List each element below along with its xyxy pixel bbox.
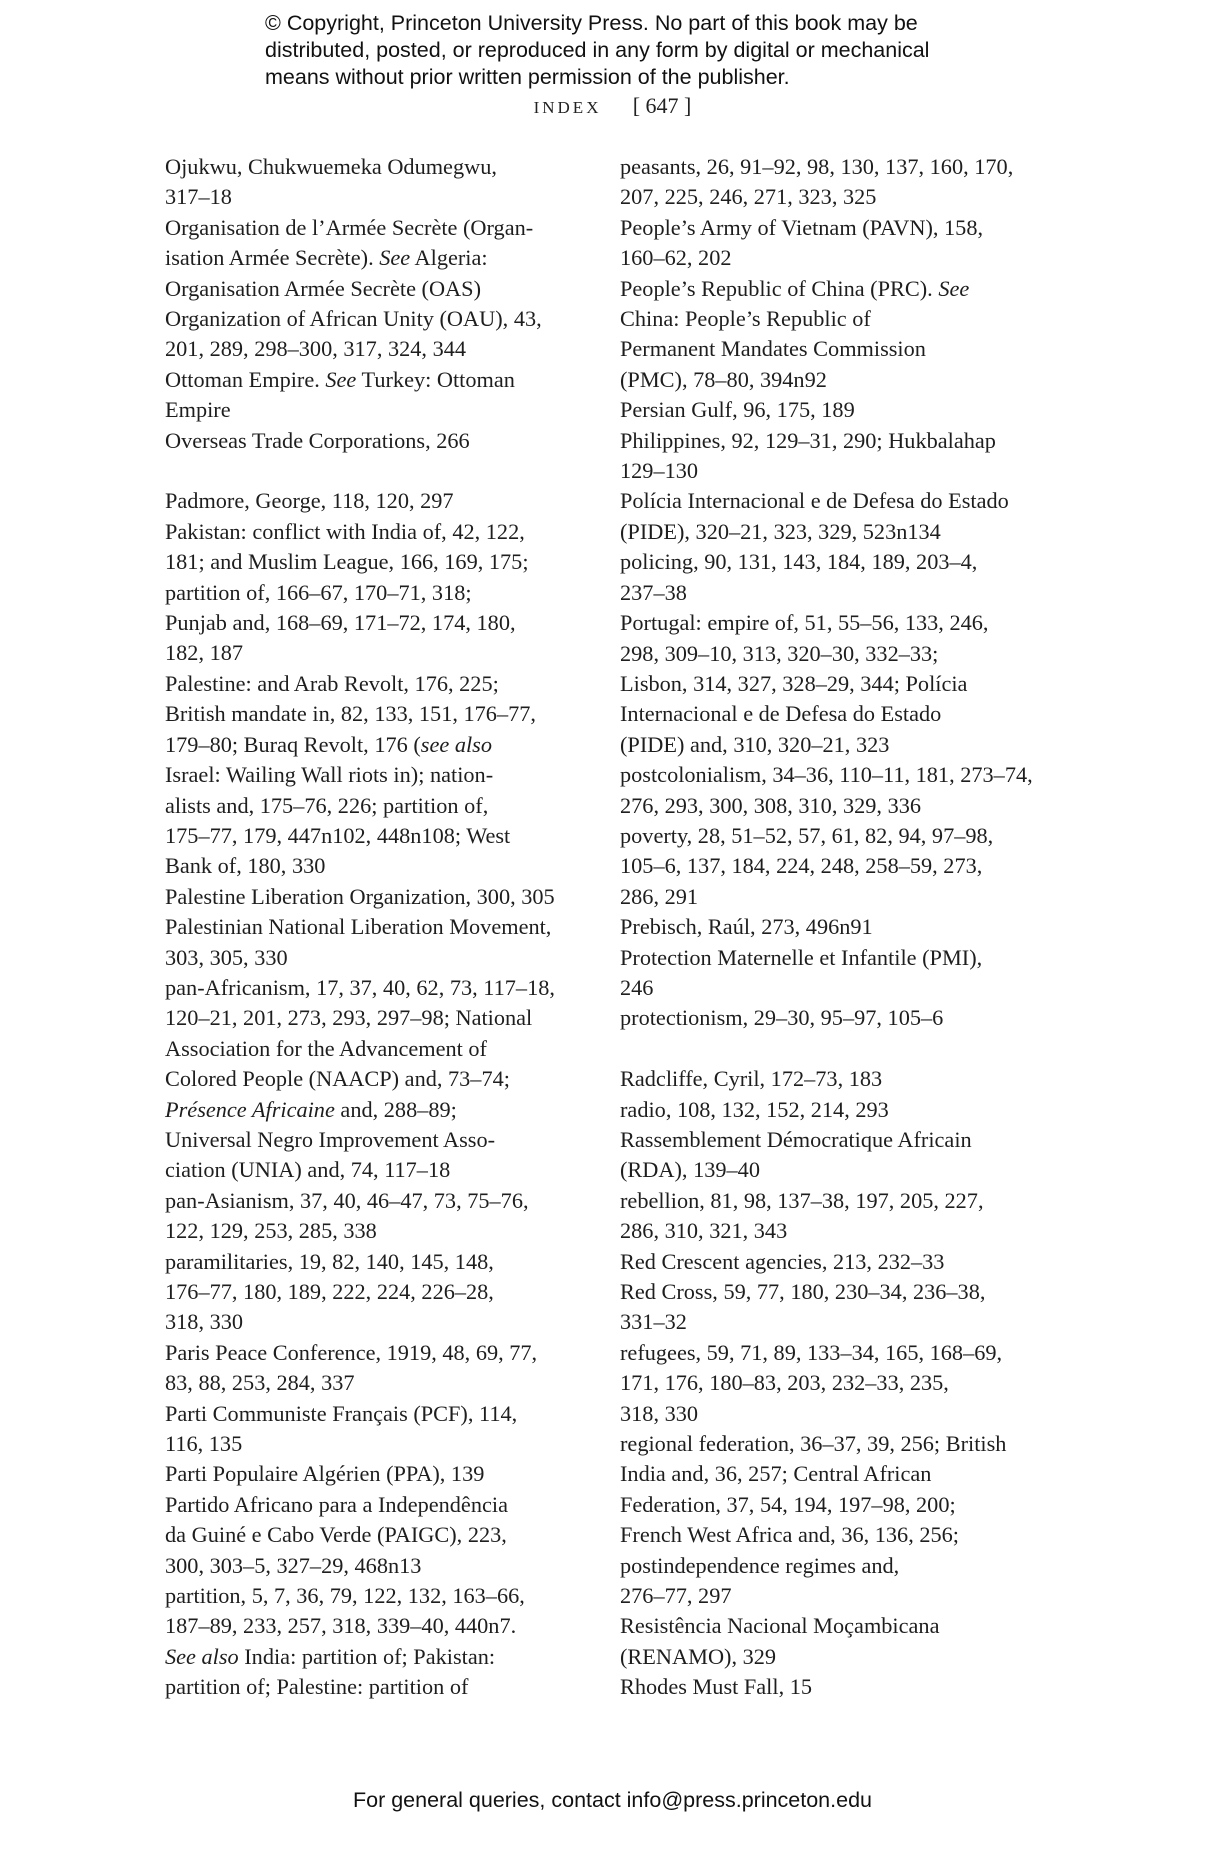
index-entry-line: 122, 129, 253, 285, 338 <box>165 1218 377 1244</box>
index-entry-line: refugees, 59, 71, 89, 133–34, 165, 168–69, <box>620 1339 1003 1365</box>
index-entry-line: 317–18 <box>165 184 232 210</box>
index-entry-line: People’s Army of Vietnam (PAVN), 158, <box>620 214 984 240</box>
index-entry-line: Palestine Liberation Organization, 300, 305 <box>165 883 555 909</box>
index-entry <box>620 1611 1040 1672</box>
index-entry-line: 331–32 <box>620 1309 687 1335</box>
index-entry <box>620 152 1040 213</box>
index-entry <box>165 1490 585 1581</box>
running-head-label: INDEX <box>533 98 602 117</box>
index-entry <box>620 1064 1040 1094</box>
index-entry-line: Palestinian National Liberation Movement, <box>165 914 552 940</box>
index-entry-line: Red Cross, 59, 77, 180, 230–34, 236–38, <box>620 1279 986 1305</box>
copyright-line: means without prior written permission of the publisher. <box>265 65 790 89</box>
index-entry-line: pan-Africanism, 17, 37, 40, 62, 73, 117–18, <box>165 974 555 1000</box>
index-entry-line: Persian Gulf, 96, 175, 189 <box>620 397 855 423</box>
copyright-notice <box>265 10 1025 91</box>
index-entry-line: Protection Maternelle et Infantile (PMI), <box>620 944 983 970</box>
index-entry-line: paramilitaries, 19, 82, 140, 145, 148, <box>165 1248 494 1274</box>
index-entry <box>620 547 1040 608</box>
copyright-line: © Copyright, Princeton University Press. No part of this book may be <box>265 11 918 35</box>
index-entry <box>165 1459 585 1489</box>
index-entry <box>620 1247 1040 1277</box>
index-entry-line: 286, 310, 321, 343 <box>620 1218 788 1244</box>
index-entry <box>165 486 585 516</box>
index-entry-line: partition of; Palestine: partition of <box>165 1674 469 1700</box>
index-entry <box>620 1429 1040 1611</box>
index-entry-line: rebellion, 81, 98, 137–38, 197, 205, 227, <box>620 1187 984 1213</box>
index-entry <box>620 274 1040 335</box>
index-entry <box>620 760 1040 821</box>
index-entry <box>165 669 585 882</box>
index-entry-line: 171, 176, 180–83, 203, 232–33, 235, <box>620 1370 949 1396</box>
index-entry <box>620 1672 1040 1702</box>
index-entry <box>165 1247 585 1338</box>
index-entry-line: Internacional e de Defesa do Estado <box>620 701 942 727</box>
index-entry-line: 175–77, 179, 447n102, 448n108; West <box>165 822 511 848</box>
index-entry <box>165 365 585 426</box>
index-entry-line: policing, 90, 131, 143, 184, 189, 203–4, <box>620 549 978 575</box>
index-entry-line: Lisbon, 314, 327, 328–29, 344; Polícia <box>620 670 968 696</box>
index-entry-line: 237–38 <box>620 579 687 605</box>
index-entry-line: Partido Africano para a Independência <box>165 1491 508 1517</box>
index-entry <box>620 486 1040 547</box>
index-entry <box>165 213 585 304</box>
index-entry-line: 83, 88, 253, 284, 337 <box>165 1370 355 1396</box>
index-entry-line: postcolonialism, 34–36, 110–11, 181, 273–74, <box>620 762 1033 788</box>
index-entry <box>620 1003 1040 1033</box>
index-entry-line: Paris Peace Conference, 1919, 48, 69, 77, <box>165 1339 538 1365</box>
index-entry-line: protectionism, 29–30, 95–97, 105–6 <box>620 1005 944 1031</box>
index-entry-line: Organization of African Unity (OAU), 43, <box>165 306 542 332</box>
index-entry-line: (PIDE), 320–21, 323, 329, 523n134 <box>620 518 941 544</box>
index-entry-line: People’s Republic of China (PRC). See <box>620 275 970 301</box>
index-entry <box>620 608 1040 760</box>
index-entry-line: radio, 108, 132, 152, 214, 293 <box>620 1096 889 1122</box>
copyright-line: distributed, posted, or reproduced in any form by digital or mechanical <box>265 38 930 62</box>
index-entry-line: Rhodes Must Fall, 15 <box>620 1674 813 1700</box>
index-entry-line: postindependence regimes and, <box>620 1552 900 1578</box>
index-entry-line: alists and, 175–76, 226; partition of, <box>165 792 489 818</box>
index-entry <box>620 1186 1040 1247</box>
index-entry <box>620 1125 1040 1186</box>
index-entry-line: Empire <box>165 397 231 423</box>
index-entry-line: 120–21, 201, 273, 293, 297–98; National <box>165 1005 533 1031</box>
index-entry-line: 181; and Muslim League, 166, 169, 175; <box>165 549 529 575</box>
index-entry-line: Padmore, George, 118, 120, 297 <box>165 488 454 514</box>
index-entry-line: pan-Asianism, 37, 40, 46–47, 73, 75–76, <box>165 1187 529 1213</box>
index-entry-line: Prebisch, Raúl, 273, 496n91 <box>620 914 873 940</box>
index-entry <box>620 821 1040 912</box>
index-entry-line: 286, 291 <box>620 883 699 909</box>
running-head <box>0 93 1225 119</box>
index-entry-line: 246 <box>620 974 654 1000</box>
index-entry <box>165 1338 585 1399</box>
index-entry-line: Bank of, 180, 330 <box>165 853 326 879</box>
index-entry-line: Resistência Nacional Moçambicana <box>620 1613 940 1639</box>
index-entry-line: Overseas Trade Corporations, 266 <box>165 427 470 453</box>
index-entry-line: partition of, 166–67, 170–71, 318; <box>165 579 472 605</box>
letter-section-gap <box>165 456 585 486</box>
index-entry-line: Parti Communiste Français (PCF), 114, <box>165 1400 518 1426</box>
index-entry-line: Association for the Advancement of <box>165 1035 487 1061</box>
index-entry-line: Universal Negro Improvement Asso- <box>165 1126 496 1152</box>
index-entry-line: 298, 309–10, 313, 320–30, 332–33; <box>620 640 939 666</box>
index-entry-line: 207, 225, 246, 271, 323, 325 <box>620 184 877 210</box>
index-entry-line: Colored People (NAACP) and, 73–74; <box>165 1066 510 1092</box>
index-entry <box>620 213 1040 274</box>
index-entry-line: 300, 303–5, 327–29, 468n13 <box>165 1552 422 1578</box>
index-entry-line: 318, 330 <box>620 1400 699 1426</box>
index-entry-line: Portugal: empire of, 51, 55–56, 133, 246, <box>620 610 989 636</box>
index-entry <box>620 912 1040 942</box>
index-entry-line: British mandate in, 82, 133, 151, 176–77, <box>165 701 536 727</box>
index-entry-line: Présence Africaine and, 288–89; <box>165 1096 457 1122</box>
index-column-right <box>620 152 1040 1703</box>
index-entry <box>165 882 585 912</box>
index-entry-line: 105–6, 137, 184, 224, 248, 258–59, 273, <box>620 853 983 879</box>
index-entry-line: Pakistan: conflict with India of, 42, 122, <box>165 518 525 544</box>
index-entry-line: 176–77, 180, 189, 222, 224, 226–28, <box>165 1279 494 1305</box>
index-entry-line: (RENAMO), 329 <box>620 1643 777 1669</box>
index-entry <box>620 395 1040 425</box>
index-entry-line: poverty, 28, 51–52, 57, 61, 82, 94, 97–98, <box>620 822 994 848</box>
index-entry-line: regional federation, 36–37, 39, 256; British <box>620 1431 1007 1457</box>
index-entry <box>165 1186 585 1247</box>
index-entry-line: (PIDE) and, 310, 320–21, 323 <box>620 731 890 757</box>
index-entry <box>620 943 1040 1004</box>
index-entry-line: Permanent Mandates Commission <box>620 336 926 362</box>
index-entry-line: da Guiné e Cabo Verde (PAIGC), 223, <box>165 1522 507 1548</box>
index-entry-line: Red Crescent agencies, 213, 232–33 <box>620 1248 945 1274</box>
index-entry-line: 179–80; Buraq Revolt, 176 (see also <box>165 731 492 757</box>
index-entry-line: Ojukwu, Chukwuemeka Odumegwu, <box>165 154 497 179</box>
index-entry-line: China: People’s Republic of <box>620 306 871 332</box>
index-column-left <box>165 152 585 1703</box>
index-entry-line: Punjab and, 168–69, 171–72, 174, 180, <box>165 610 516 636</box>
index-entry-line: Ottoman Empire. See Turkey: Ottoman <box>165 366 515 392</box>
index-entry-line: 276, 293, 300, 308, 310, 329, 336 <box>620 792 922 818</box>
index-entry <box>165 912 585 973</box>
index-entry-line: Polícia Internacional e de Defesa do Estado <box>620 488 1009 514</box>
index-entry <box>620 1277 1040 1338</box>
index-entry-line: isation Armée Secrète). See Algeria: <box>165 245 488 271</box>
index-entry <box>165 517 585 669</box>
index-entry-line: Philippines, 92, 129–31, 290; Hukbalahap <box>620 427 996 453</box>
index-entry-line: 160–62, 202 <box>620 245 732 271</box>
index-entry <box>620 426 1040 487</box>
index-entry <box>620 334 1040 395</box>
index-entry-line: Organisation Armée Secrète (OAS) <box>165 275 481 301</box>
index-entry-line: Federation, 37, 54, 194, 197–98, 200; <box>620 1491 956 1517</box>
index-entry-line: Israel: Wailing Wall riots in); nation- <box>165 762 494 788</box>
index-entry-line: Palestine: and Arab Revolt, 176, 225; <box>165 670 499 696</box>
index-entry-line: 187–89, 233, 257, 318, 339–40, 440n7. <box>165 1613 517 1639</box>
index-entry <box>165 304 585 365</box>
index-entry-line: 276–77, 297 <box>620 1583 732 1609</box>
index-entry-line: See also India: partition of; Pakistan: <box>165 1643 496 1669</box>
index-entry <box>165 1399 585 1460</box>
index-entry-line: 182, 187 <box>165 640 244 666</box>
index-entry-line: Radcliffe, Cyril, 172–73, 183 <box>620 1066 883 1092</box>
index-entry-line: (RDA), 139–40 <box>620 1157 760 1183</box>
index-entry-line: 201, 289, 298–300, 317, 324, 344 <box>165 336 467 362</box>
index-entry-line: ciation (UNIA) and, 74, 117–18 <box>165 1157 451 1183</box>
index-entry-line: India and, 36, 257; Central African <box>620 1461 932 1487</box>
index-entry-line: partition, 5, 7, 36, 79, 122, 132, 163–66, <box>165 1583 525 1609</box>
index-entry-line: 116, 135 <box>165 1431 243 1457</box>
index-entry-line: Rassemblement Démocratique Africain <box>620 1126 972 1152</box>
index-entry-line: 318, 330 <box>165 1309 244 1335</box>
index-entry-line: peasants, 26, 91–92, 98, 130, 137, 160, 170, <box>620 154 1014 179</box>
index-entry <box>165 152 585 213</box>
index-entry-line: Parti Populaire Algérien (PPA), 139 <box>165 1461 485 1487</box>
index-entry <box>620 1095 1040 1125</box>
footer-contact: For general queries, contact info@press.princeton.edu <box>352 1788 872 1812</box>
index-entry <box>165 426 585 456</box>
index-entry-line: 129–130 <box>620 458 699 484</box>
index-entry <box>620 1338 1040 1429</box>
index-entry-line: French West Africa and, 36, 136, 256; <box>620 1522 959 1548</box>
index-entry <box>165 973 585 1186</box>
index-entry <box>165 1581 585 1703</box>
index-entry-line: (PMC), 78–80, 394n92 <box>620 366 827 392</box>
index-entry-line: 303, 305, 330 <box>165 944 288 970</box>
index-entry-line: Organisation de l’Armée Secrète (Organ- <box>165 214 534 240</box>
page-number: [ 647 ] <box>632 93 692 118</box>
letter-section-gap <box>620 1034 1040 1064</box>
